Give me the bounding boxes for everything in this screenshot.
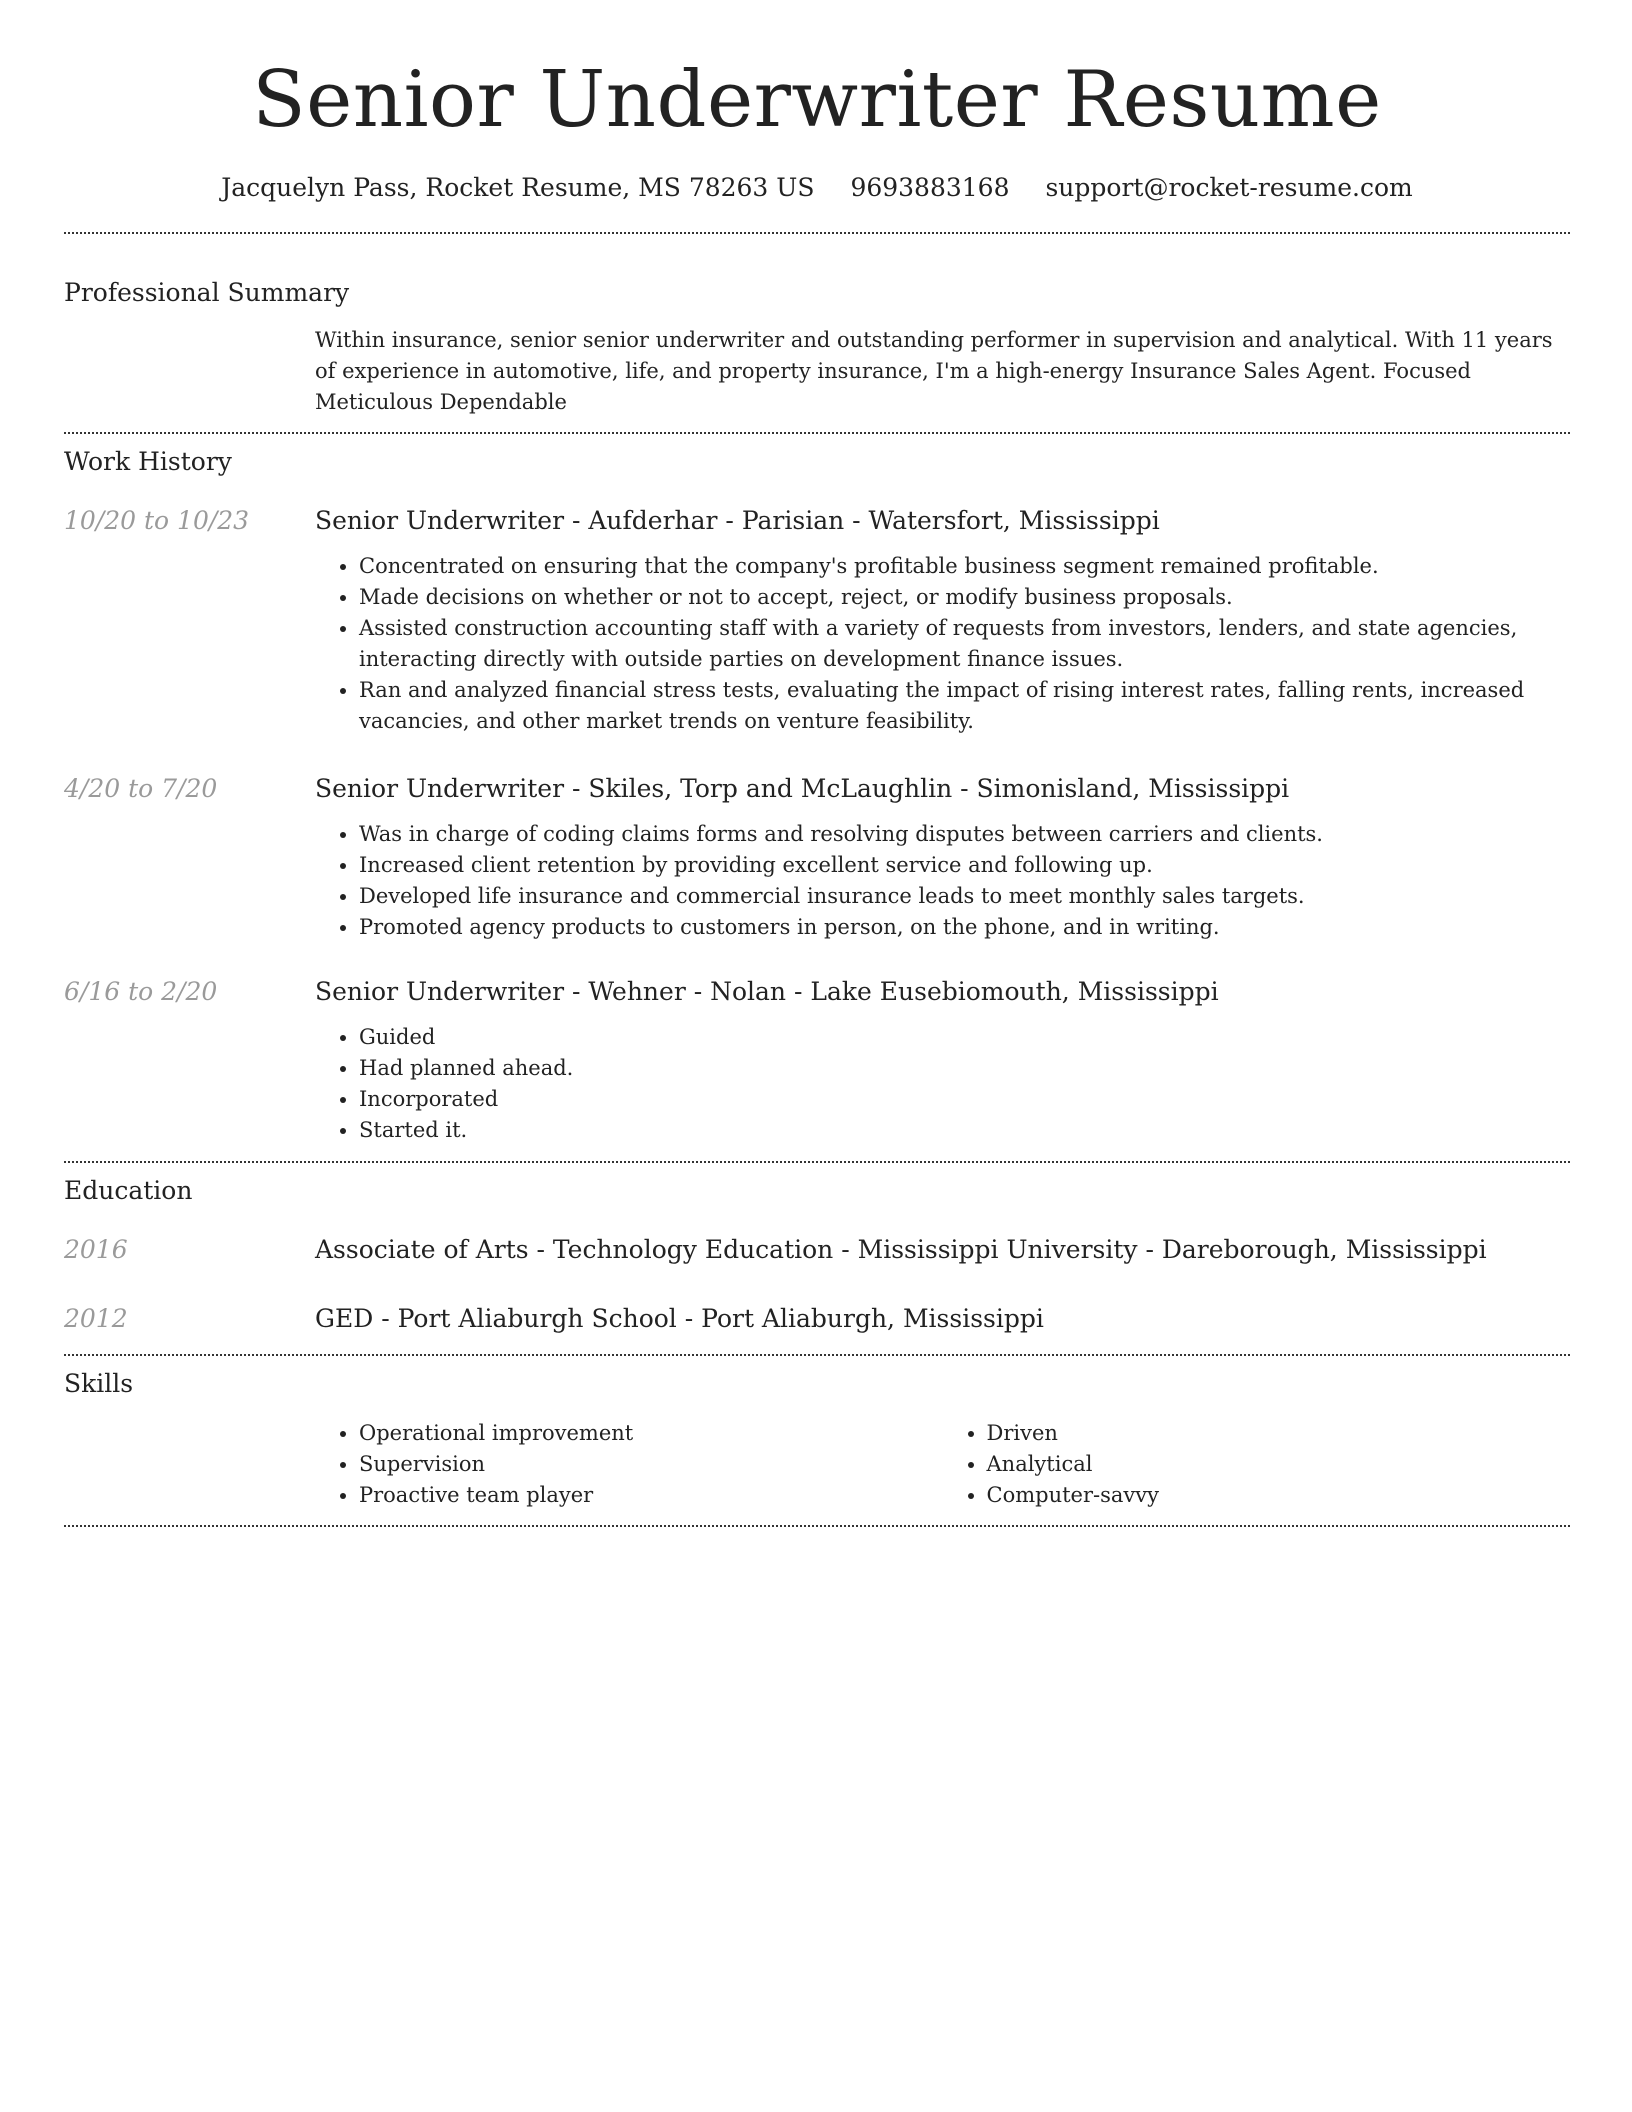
job-entry [64, 503, 1570, 737]
job-dates: 10/20 to 10/23 [64, 506, 250, 535]
skills-list [315, 1418, 1570, 1511]
list-item: • Assisted construction accounting staff with a variety of requests from investors, lenders, and state agencies, interacting directly with outside parties on development finance issues. [359, 613, 1570, 675]
skill-item: • Proactive team player [359, 1480, 943, 1511]
skill-item: • Analytical [987, 1449, 1571, 1480]
education-entry [64, 1301, 1570, 1337]
list-item: • Concentrated on ensuring that the company's profitable business segment remained profitable. [359, 551, 1570, 582]
resume-title: Senior Underwriter Resume [252, 55, 1382, 145]
job-title: Senior Underwriter - Aufderhar - Parisian - Watersfort, Mississippi [315, 506, 1160, 535]
list-item: • Developed life insurance and commercial insurance leads to meet monthly sales targets. [359, 881, 1570, 912]
section-heading-education: Education [64, 1176, 193, 1205]
contact-email: support@rocket-resume.com [1045, 173, 1413, 202]
job-bullets [315, 1022, 1570, 1146]
education-year: 2012 [64, 1304, 128, 1333]
section-heading-work-history: Work History [64, 447, 232, 476]
job-entry [64, 771, 1570, 943]
list-item: • Increased client retention by providing excellent service and following up. [359, 850, 1570, 881]
divider [64, 232, 1570, 234]
skill-item: • Driven [987, 1418, 1571, 1449]
work-history-section [64, 444, 1570, 1146]
skill-item: • Supervision [359, 1449, 943, 1480]
list-item: • Guided [359, 1022, 1570, 1053]
list-item: • Promoted agency products to customers in person, on the phone, and in writing. [359, 912, 1570, 943]
divider [64, 1525, 1570, 1527]
job-bullets [315, 551, 1570, 737]
skill-item: • Operational improvement [359, 1418, 943, 1449]
list-item: • Was in charge of coding claims forms and resolving disputes between carriers and clients. [359, 819, 1570, 850]
job-title: Senior Underwriter - Wehner - Nolan - Lake Eusebiomouth, Mississippi [315, 977, 1219, 1006]
section-heading-summary: Professional Summary [64, 278, 350, 307]
job-bullets [315, 819, 1570, 943]
education-detail: Associate of Arts - Technology Education - Mississippi University - Dareborough, Mississippi [315, 1235, 1487, 1264]
section-heading-skills: Skills [64, 1369, 134, 1398]
job-dates: 6/16 to 2/20 [64, 977, 218, 1006]
job-title: Senior Underwriter - Skiles, Torp and McLaughlin - Simonisland, Mississippi [315, 774, 1290, 803]
contact-phone: 9693883168 [850, 173, 1010, 202]
summary-section [64, 275, 1570, 418]
summary-text: Within insurance, senior senior underwriter and outstanding performer in supervision and analytical. With 11 years of experience in automotive, life, and property insurance, I'm a high-energy Insurance Sales Agent. Focused Meticulous Dependable [315, 328, 1553, 414]
list-item: • Made decisions on whether or not to accept, reject, or modify business proposals. [359, 582, 1570, 613]
education-detail: GED - Port Aliaburgh School - Port Aliaburgh, Mississippi [315, 1304, 1044, 1333]
contact-address: Jacquelyn Pass, Rocket Resume, MS 78263 US [221, 173, 815, 202]
job-entry [64, 974, 1570, 1146]
list-item: • Ran and analyzed financial stress tests, evaluating the impact of rising interest rates, falling rents, increased vacancies, and other market trends on venture feasibility. [359, 675, 1570, 737]
list-item: • Had planned ahead. [359, 1053, 1570, 1084]
list-item: • Incorporated [359, 1084, 1570, 1115]
skills-column-right [943, 1418, 1571, 1511]
divider [64, 1161, 1570, 1163]
skills-column-left [315, 1418, 943, 1511]
education-section [64, 1173, 1570, 1337]
education-year: 2016 [64, 1235, 128, 1264]
skills-section [64, 1366, 1570, 1511]
skill-item: • Computer-savvy [987, 1480, 1571, 1511]
divider [64, 432, 1570, 434]
contact-line [64, 170, 1570, 206]
resume-page [64, 0, 1570, 1527]
job-dates: 4/20 to 7/20 [64, 774, 218, 803]
divider [64, 1354, 1570, 1356]
list-item: • Started it. [359, 1115, 1570, 1146]
education-entry [64, 1232, 1570, 1268]
